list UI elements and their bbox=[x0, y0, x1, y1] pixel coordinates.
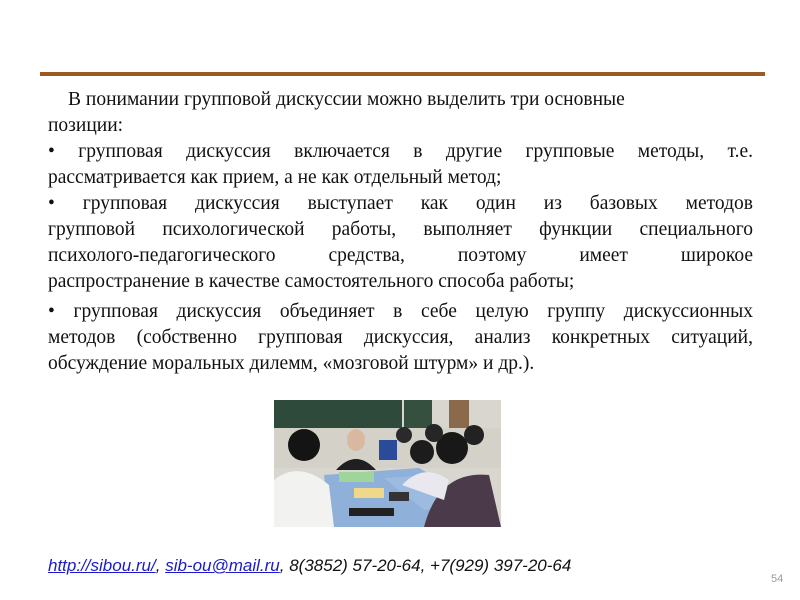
separator: , bbox=[155, 556, 166, 575]
text-line: методов (собственно групповая дискуссия, анализ конкретных ситуаций, bbox=[48, 327, 753, 348]
classroom-discussion-photo bbox=[274, 400, 501, 527]
text-line: психолого-педагогического средства, поэтому имеет широкое bbox=[48, 245, 753, 266]
bullet-item bbox=[48, 299, 753, 377]
website-link[interactable]: http://sibou.ru/ bbox=[48, 556, 156, 575]
paragraph-intro bbox=[48, 87, 753, 139]
phone-numbers: , 8(3852) 57-20-64, +7(929) 397-20-64 bbox=[279, 556, 572, 575]
text-line: групповой психологической работы, выполняет функции специального bbox=[48, 219, 753, 240]
bullet-item bbox=[48, 139, 753, 191]
text-line: рассматривается как прием, а не как отдельный метод; bbox=[48, 167, 502, 188]
text-line: распространение в качестве самостоятельного способа работы; bbox=[48, 271, 575, 292]
contact-footer bbox=[48, 556, 571, 576]
bullet-item bbox=[48, 191, 753, 295]
text-line: • групповая дискуссия включается в другие групповые методы, т.е. bbox=[48, 141, 753, 162]
text-line: обсуждение моральных дилемм, «мозговой штурм» и др.). bbox=[48, 353, 535, 374]
text-line: В понимании групповой дискуссии можно выделить три основные bbox=[68, 89, 625, 110]
slide-body bbox=[48, 87, 753, 377]
text-line: • групповая дискуссия объединяет в себе целую группу дискуссионных bbox=[48, 301, 753, 322]
text-line: позиции: bbox=[48, 115, 124, 136]
title-divider bbox=[40, 72, 765, 76]
email-link[interactable]: sib-ou@mail.ru bbox=[165, 556, 280, 575]
text-line: • групповая дискуссия выступает как один из базовых методов bbox=[48, 193, 753, 214]
page-number: 54 bbox=[771, 573, 784, 585]
